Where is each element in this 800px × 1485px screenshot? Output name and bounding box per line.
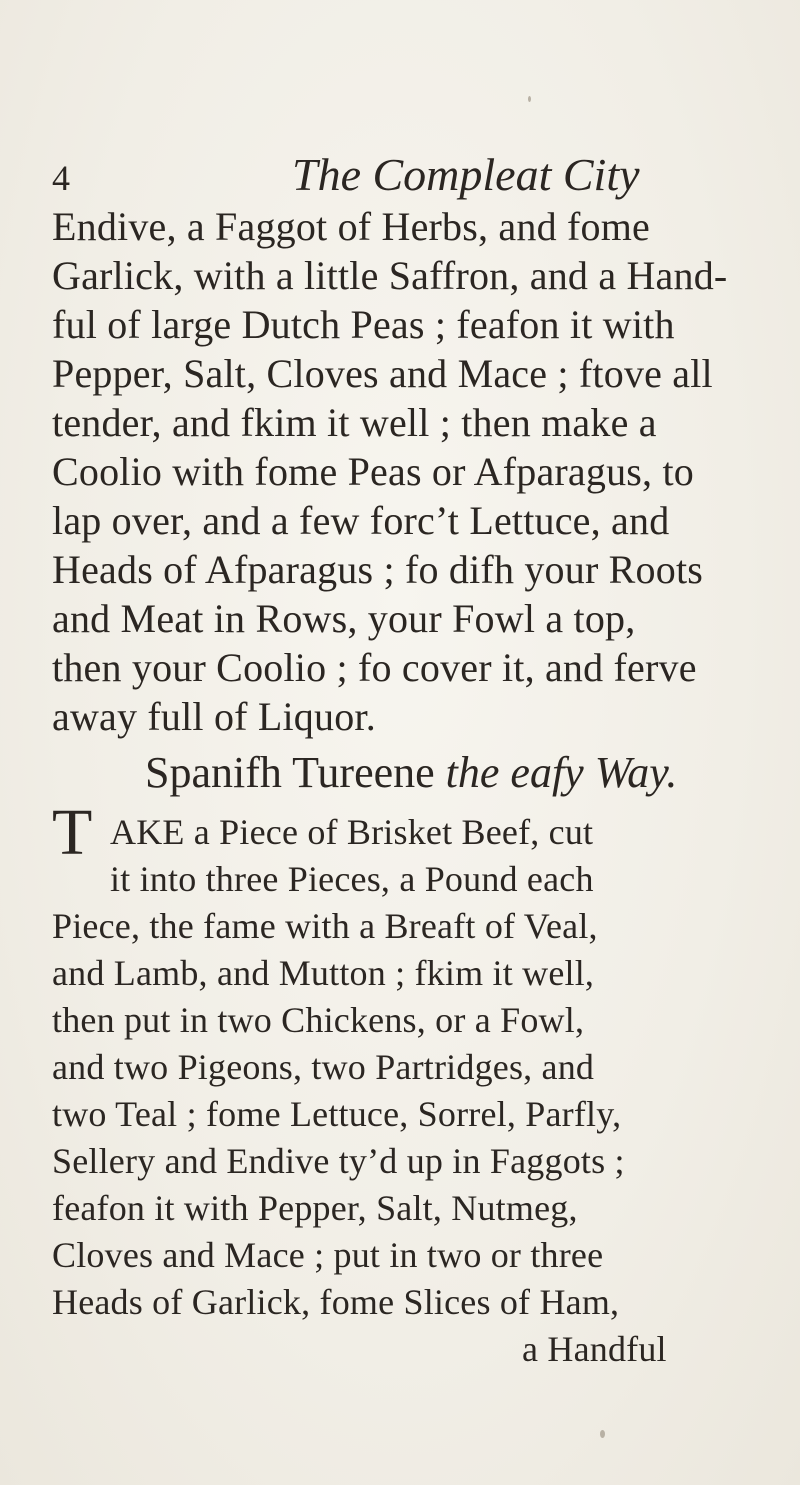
text-line: Garlick, with a little Saffron, and a Hand- [52,253,728,298]
text-line: and Meat in Rows, your Fowl a top, [52,596,636,641]
section-heading [145,748,677,798]
text-line: then put in two Chickens, or a Fowl, [52,1000,585,1040]
text-line: AKE a Piece of Brisket Beef, cut [110,812,594,852]
section-heading-italic: the eafy Way. [445,748,678,797]
text-line: and two Pigeons, two Partridges, and [52,1047,595,1087]
text-line: away full of Liquor. [52,694,376,739]
page-number: 4 [52,158,70,198]
page-header [52,150,752,200]
text-line: Pepper, Salt, Cloves and Mace ; ftove all [52,351,713,396]
catchword: a Handful [522,1329,667,1369]
text-line: Cloves and Mace ; put in two or three [52,1235,604,1275]
text-line: then your Coolio ; fo cover it, and ferve [52,645,697,690]
text-line: Heads of Garlick, fome Slices of Ham, [52,1282,620,1322]
text-line: Piece, the fame with a Breaft of Veal, [52,906,598,946]
running-head: The Compleat City [292,149,640,200]
text-line: two Teal ; fome Lettuce, Sorrel, Parfly, [52,1094,622,1134]
text-line: and Lamb, and Mutton ; fkim it well, [52,953,595,993]
drop-cap: T [52,796,93,869]
text-line: Coolio with fome Peas or Afparagus, to [52,449,694,494]
text-line: Heads of Afparagus ; fo difh your Roots [52,547,704,592]
text-line: it into three Pieces, a Pound each [110,859,594,899]
text-line: Sellery and Endive ty’d up in Faggots ; [52,1141,625,1181]
paper-speck [600,1430,605,1438]
paper-speck [528,96,531,102]
section-heading-roman: Spanifh Tureene [145,748,435,797]
text-line: ful of large Dutch Peas ; feafon it with [52,302,675,347]
text-line: Endive, a Faggot of Herbs, and fome [52,204,650,249]
text-line: feafon it with Pepper, Salt, Nutmeg, [52,1188,578,1228]
text-line: tender, and fkim it well ; then make a [52,400,657,445]
text-line: lap over, and a few forc’t Lettuce, and [52,498,670,543]
